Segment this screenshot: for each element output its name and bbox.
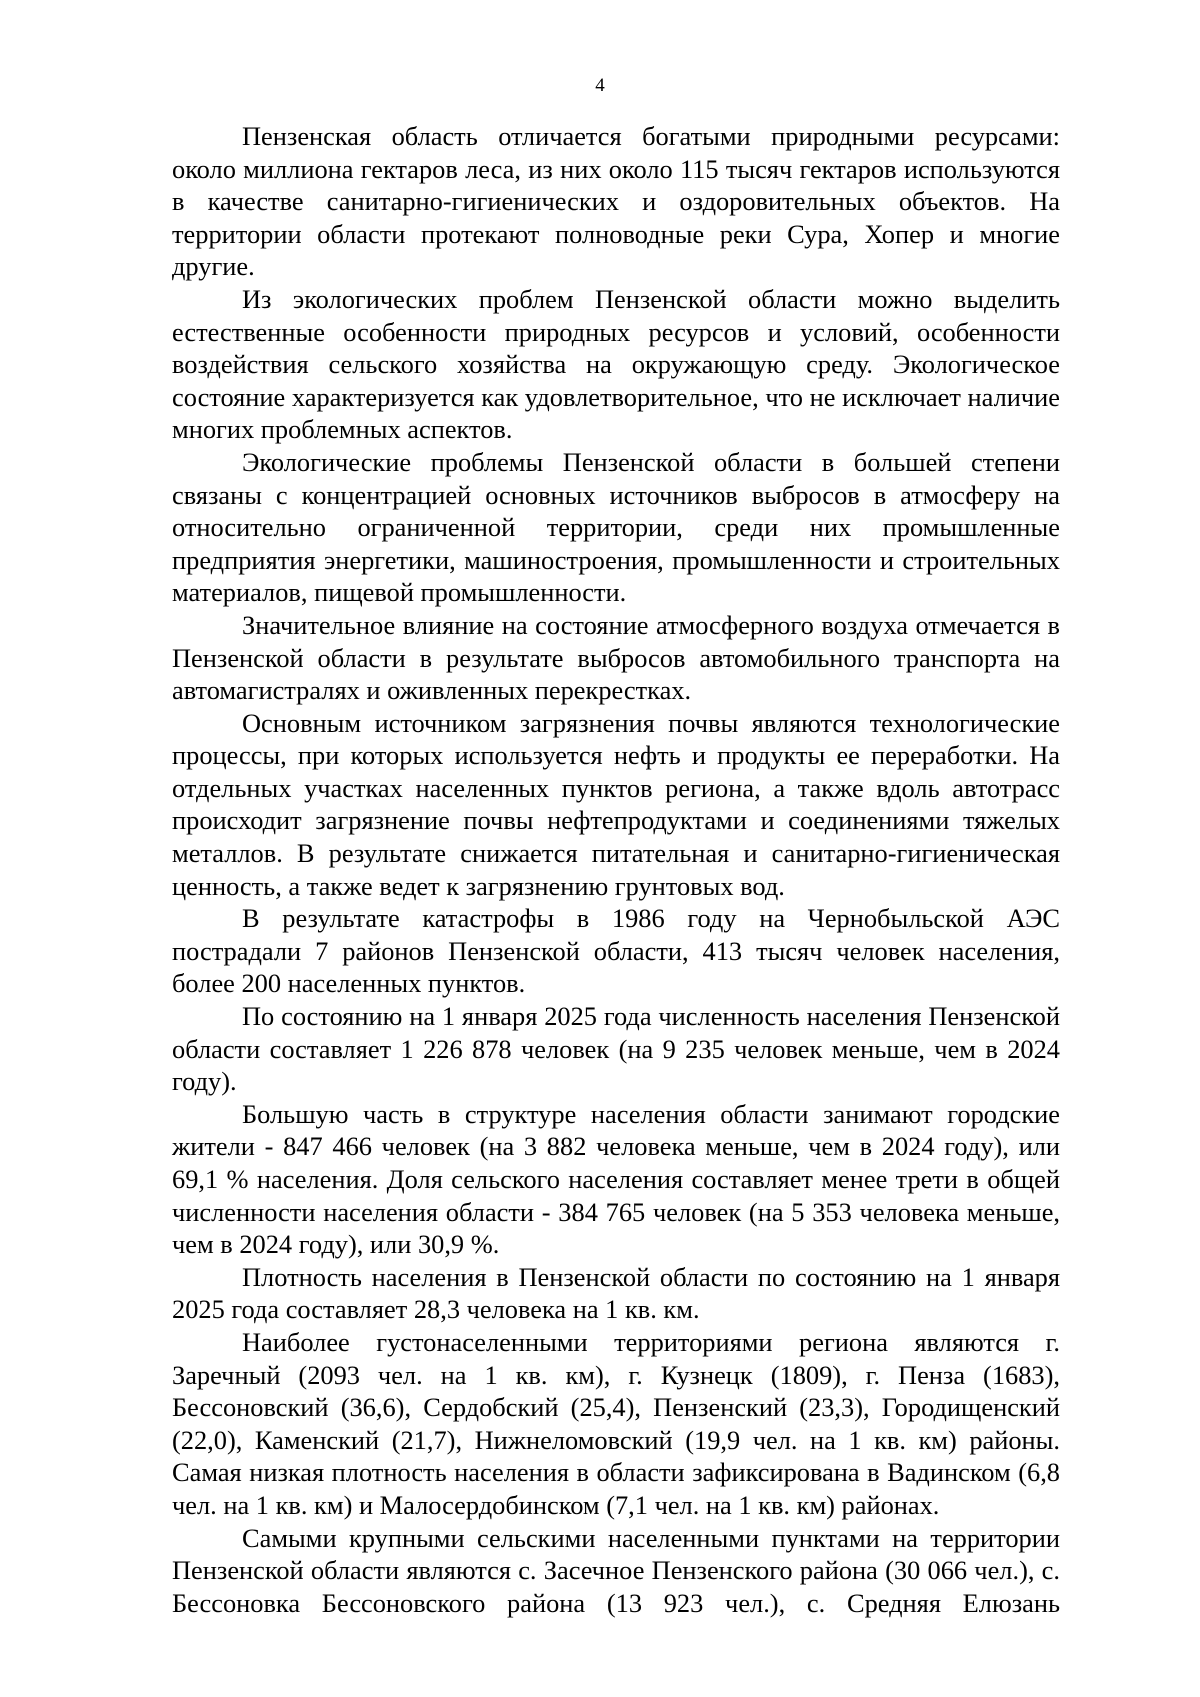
paragraph-soil-pollution: Основным источником загрязнения почвы являются технологические процессы, при которых используется нефть и продукты ее переработки. На отдельных участках населенных пунктов региона, а также вдоль автотрасс происходит загрязнение почвы нефтепродуктами и соединениями тяжелых металлов. В результате снижается питательная и санитарно-гигиеническая ценность, а также ведет к загрязнению грунтовых вод.	[172, 707, 1060, 901]
paragraph-air-quality: Значительное влияние на состояние атмосферного воздуха отмечается в Пензенской области в результате выбросов автомобильного транспорта на автомагистралях и оживленных перекрестках.	[172, 609, 1060, 706]
paragraph-chernobyl: В результате катастрофы в 1986 году на Чернобыльской АЭС пострадали 7 районов Пензенской области, 413 тысяч человек населения, более 200 населенных пунктов.	[172, 903, 1060, 999]
page-number: 4	[595, 75, 605, 96]
paragraph-emission-sources: Экологические проблемы Пензенской области в большей степени связаны с концентрацией основных источников выбросов в атмосферу на относительно ограниченной территории, среди них промышленные предприятия энергетики, машиностроения, промышленности и строительных материалов, пищевой промышленности.	[172, 446, 1060, 608]
paragraph-density: Плотность населения в Пензенской области по состоянию на 1 января 2025 года составляет 28,3 человека на 1 кв. км.	[172, 1261, 1060, 1325]
paragraph-natural-resources: Пензенская область отличается богатыми природными ресурсами: около миллиона гектаров леса, из них около 115 тысяч гектаров используются в качестве санитарно-гигиенических и оздоровительных объектов. На территории области протекают полноводные реки Сура, Хопер и многие другие.	[172, 121, 1060, 282]
paragraph-urban-rural: Большую часть в структуре населения области занимают городские жители - 847 466 человек (на 3 882 человека меньше, чем в 2024 году), или 69,1 % населения. Доля сельского населения составляет менее трети в общей численности населения области - 384 765 человек (на 5 353 человека меньше, чем в 2024 году), или 30,9 %.	[172, 1098, 1060, 1260]
paragraph-densest-territories: Наиболее густонаселенными территориями региона являются г. Заречный (2093 чел. на 1 кв. км), г. Кузнецк (1809), г. Пенза (1683), Бессоновский (36,6), Сердобский (25,4), Пензенский (23,3), Городищенский (22,0), Каменский (21,7), Нижнеломовский (19,9 чел. на 1 кв. км) районы. Самая низкая плотность населения в области зафиксирована в Вадинском (6,8 чел. на 1 кв. км) и Малосердобинском (7,1 чел. на 1 кв. км) районах.	[172, 1326, 1060, 1520]
document-body	[172, 120, 1060, 1619]
paragraph-population: По состоянию на 1 января 2025 года численность населения Пензенской области составляет 1 226 878 человек (на 9 235 человек меньше, чем в 2024 году).	[172, 1001, 1060, 1097]
paragraph-largest-settlements: Самыми крупными сельскими населенными пунктами на территории Пензенской области являются с. Засечное Пензенского района (30 066 чел.), с. Бессоновка Бессоновского района (13 923 чел.), с. Средняя Елюзань	[172, 1522, 1060, 1618]
paragraph-ecological-problems: Из экологических проблем Пензенской области можно выделить естественные особенности природных ресурсов и условий, особенности воздействия сельского хозяйства на окружающую среду. Экологическое состояние характеризуется как удовлетворительное, что не исключает наличие многих проблемных аспектов.	[172, 283, 1060, 445]
